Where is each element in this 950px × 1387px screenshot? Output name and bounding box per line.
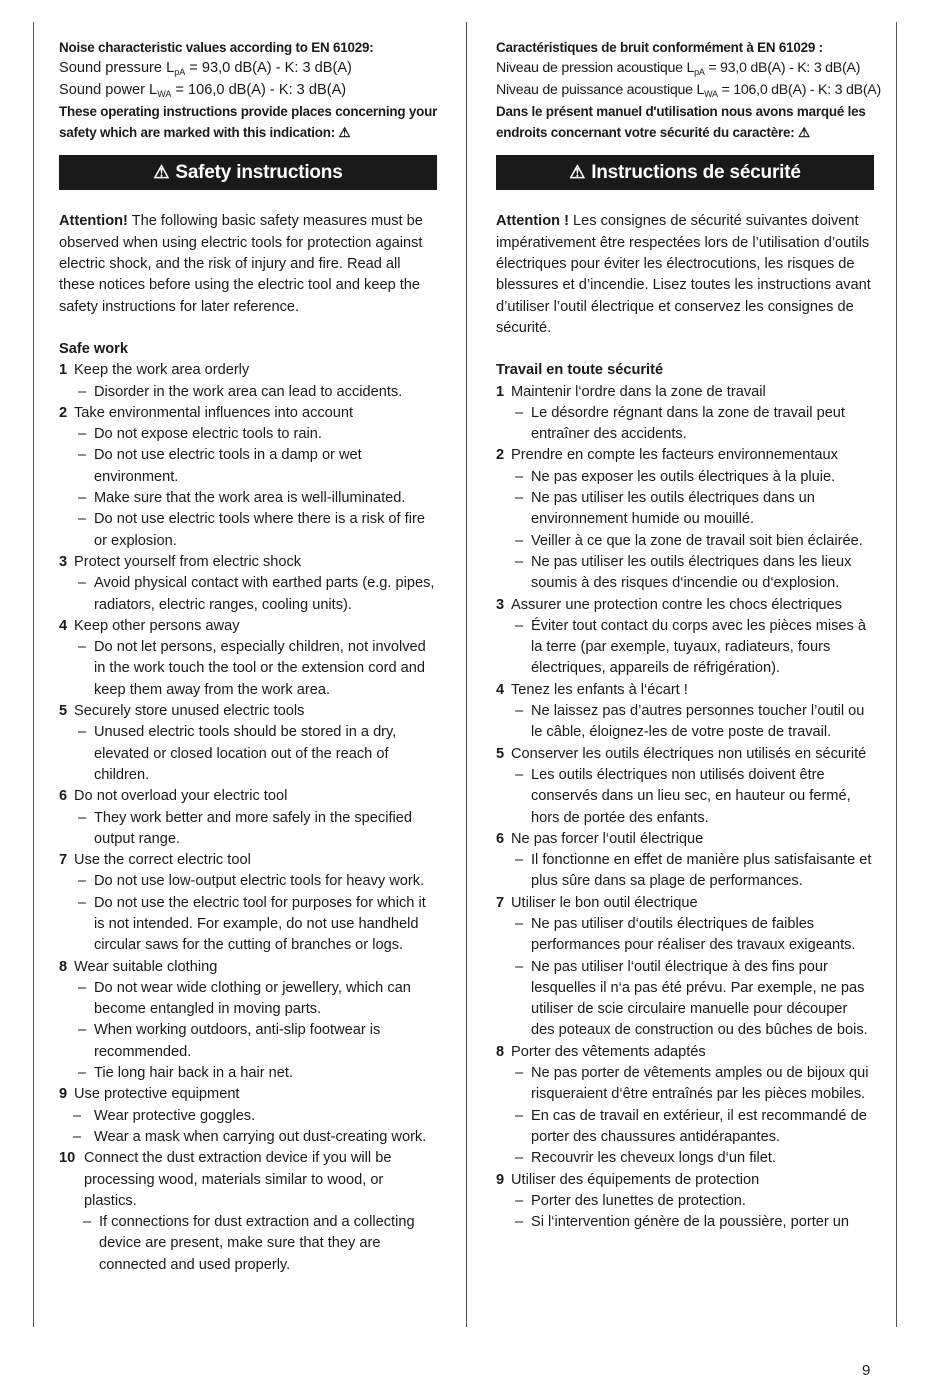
item-title: Use protective equipment (74, 1086, 240, 1103)
list-item (59, 850, 437, 871)
dash-bullet: – (78, 1065, 87, 1082)
list-item (496, 744, 874, 765)
intro-paragraph: Attention! The following basic safety measures must be observed when using electric tools for protection against electric shock, and the risk of injury and fire. Read all these notices before using the electric tool and keep the safety instructions for later reference. (59, 213, 423, 315)
item-title: Do not overload your electric tool (74, 788, 288, 805)
list-item (59, 1148, 437, 1212)
section-title: Safe work (59, 340, 128, 357)
safety-note-line-1: Dans le présent manuel d'utilisation nous avons marqué les (496, 103, 866, 119)
sub-item (59, 978, 437, 1021)
sub-item-text: Les outils électriques non utilisés doivent être conservés dans un lieu sec, en hauteur ou fermé, hors de portée des enfants. (531, 766, 851, 826)
safety-note-line-2: endroits concernant votre sécurité du caractère: ⚠ (496, 125, 810, 141)
dash-bullet: – (515, 1192, 524, 1209)
item-title: Protect yourself from electric shock (74, 553, 302, 570)
sub-item (59, 1212, 437, 1276)
list-item (496, 1170, 874, 1191)
list-item (496, 829, 874, 850)
item-title: Ne pas forcer l‘outil électrique (511, 830, 704, 847)
sub-item (496, 616, 874, 680)
dash-bullet: – (515, 958, 524, 975)
item-title: Maintenir l‘ordre dans la zone de travail (511, 383, 766, 400)
safety-instructions-banner: ⚠ Safety instructions (59, 155, 437, 190)
item-number: 1 (496, 383, 505, 400)
sub-item (59, 637, 437, 701)
sound-pressure-line: Niveau de pression acoustique $L_{pA} = 93,0$ dB(A) - K: 3 dB(A) (496, 60, 861, 78)
item-title: Tenez les enfants à l‘écart ! (511, 681, 688, 698)
safety-note-line-1: These operating instructions provide places concerning your (59, 103, 438, 119)
list-item (496, 595, 874, 616)
item-number: 6 (496, 830, 505, 847)
item-number: 5 (496, 745, 505, 762)
item-number: 6 (59, 788, 68, 805)
item-number: 9 (496, 1171, 505, 1188)
item-number: 7 (59, 852, 68, 869)
sub-item-text: Tie long hair back in a hair net. (94, 1065, 294, 1082)
item-number: 8 (59, 958, 68, 975)
sub-item-text: Ne laissez pas d’autres personnes toucher l’outil ou le câble, éloignez-les de votre poste de travail. (531, 703, 865, 741)
sub-item-text: They work better and more safely in the specified output range. (94, 809, 412, 847)
dash-bullet: – (515, 468, 524, 485)
sub-item (496, 1106, 874, 1149)
dash-bullet: – (78, 979, 87, 996)
item-title: Utiliser le bon outil électrique (511, 894, 698, 911)
list-item (496, 1042, 874, 1063)
list-item (59, 701, 437, 722)
section-title: Travail en toute sécurité (496, 362, 664, 379)
item-number: 2 (496, 447, 505, 464)
sub-item (496, 765, 874, 829)
warning-triangle-icon: ⚠ (338, 125, 351, 141)
item-title: Keep the work area orderly (74, 362, 250, 379)
dash-bullet: – (515, 766, 524, 783)
sub-item-text: Le désordre régnant dans la zone de travail peut entraîner des accidents. (531, 404, 845, 443)
sub-item-text: Ne pas utiliser les outils électriques dans un environnement humide ou mouillé. (531, 490, 815, 528)
list-item (496, 445, 874, 466)
sub-item-text: Si l‘intervention génère de la poussière, porter un (531, 1214, 850, 1231)
noise-heading: Caractéristiques de bruit conformément à EN 61029 : (496, 40, 823, 55)
sub-item (496, 467, 874, 488)
english-column (59, 37, 437, 1276)
safety-instructions-banner: ⚠ Instructions de sécurité (496, 155, 874, 190)
list-item (59, 957, 437, 978)
left-margin-rule (33, 22, 34, 1327)
item-title: Keep other persons away (74, 617, 240, 634)
sub-item-text: Unused electric tools should be stored in a dry, elevated or closed location out of the reach of children. (94, 724, 397, 783)
sound-power-line: Niveau de puissance acoustique $L_{WA} = 106,0$ dB(A) - K: 3 dB(A) (496, 81, 881, 99)
sub-item (59, 1063, 437, 1084)
center-column-rule (466, 22, 467, 1327)
dash-bullet: – (515, 490, 524, 507)
sub-item-text: Recouvrir les cheveux longs d‘un filet. (531, 1150, 776, 1167)
sub-item-text: Porter des lunettes de protection. (531, 1192, 746, 1209)
sub-item (59, 808, 437, 851)
item-number: 10 (59, 1150, 76, 1167)
list-item (59, 616, 437, 637)
item-title: Connect the dust extraction device if you will be processing wood, materials similar to wood, or plastics. (84, 1150, 392, 1209)
item-title: Assurer une protection contre les chocs électriques (511, 596, 842, 613)
sub-item (496, 1212, 874, 1233)
item-number: 2 (59, 404, 68, 421)
sound-power-line: Sound power $L_{WA} = 106,0$ dB(A) - K: 3 dB(A) (59, 81, 347, 99)
sub-item (59, 893, 437, 957)
sound-pressure-line: Sound pressure $L_{pA} = 93,0$ dB(A) - K: 3 dB(A) (59, 60, 352, 78)
dash-bullet: – (515, 553, 524, 570)
sub-item (59, 871, 437, 892)
dash-bullet: – (78, 873, 87, 890)
sub-item (59, 445, 437, 488)
list-item (496, 382, 874, 403)
safety-note-line-2: safety which are marked with this indication: ⚠ (59, 125, 351, 141)
sub-item-text: Éviter tout contact du corps avec les pièces mises à la terre (par exemple, tuyaux, radiateurs, fours électriques, appareils de réfrigération). (531, 617, 867, 677)
page-number: 9 (862, 1362, 871, 1379)
sub-item (496, 1063, 874, 1106)
sub-item (59, 509, 437, 552)
item-number: 3 (59, 553, 68, 570)
dash-bullet: – (515, 1107, 524, 1124)
sub-item-text: Wear a mask when carrying out dust-creating work. (94, 1128, 427, 1145)
dash-bullet: – (83, 1214, 92, 1231)
dash-bullet: – (78, 724, 87, 741)
dash-bullet: – (515, 852, 524, 869)
item-title: Prendre en compte les facteurs environnementaux (511, 447, 838, 464)
warning-triangle-icon: ⚠ (798, 125, 810, 141)
dash-bullet: – (78, 426, 87, 443)
item-title: Conserver les outils électriques non utilisés en sécurité (511, 745, 867, 762)
list-item (59, 1084, 437, 1105)
dash-bullet: – (515, 1150, 524, 1167)
sub-item (496, 914, 874, 957)
warning-triangle-icon: ⚠ (153, 162, 170, 183)
dash-bullet: – (515, 617, 524, 634)
right-margin-rule (896, 22, 897, 1327)
item-title: Use the correct electric tool (74, 852, 251, 869)
sub-item (496, 701, 874, 744)
sub-item-text: Disorder in the work area can lead to accidents. (94, 383, 403, 400)
sub-item (59, 573, 437, 616)
item-title: Securely store unused electric tools (74, 703, 305, 720)
item-number: 4 (59, 617, 68, 634)
dash-bullet: – (78, 894, 87, 911)
dash-bullet: – (78, 809, 87, 826)
dash-bullet: – (515, 915, 524, 932)
sub-item-text: En cas de travail en extérieur, il est recommandé de porter des chaussures antidérapantes. (531, 1107, 867, 1145)
dash-bullet: – (78, 575, 87, 592)
sub-item (59, 722, 437, 786)
sub-item-text: Ne pas utiliser les outils électriques dans les lieux soumis à des risques d‘incendie ou d‘explosion. (531, 553, 852, 592)
sub-item-text: Ne pas utiliser d‘outils électriques de faibles performances pour réaliser des travaux exigeants. (531, 915, 856, 954)
sub-item-text: Il fonctionne en effet de manière plus satisfaisante et plus sûre dans sa plage de performances. (531, 852, 872, 890)
noise-heading: Noise characteristic values according to EN 61029: (59, 40, 374, 55)
safety-list (496, 382, 874, 1234)
sub-item-text: Avoid physical contact with earthed parts (e.g. pipes, radiators, electric ranges, cooling units). (94, 575, 435, 613)
sub-item-text: Do not use electric tools in a damp or wet environment. (94, 447, 362, 485)
sub-item (496, 850, 874, 893)
dash-bullet: – (73, 1128, 82, 1145)
sub-item (59, 382, 437, 403)
sub-item-text: Do not wear wide clothing or jewellery, which can become entangled in moving parts. (94, 979, 411, 1018)
item-number: 7 (496, 894, 505, 911)
sub-item (496, 403, 874, 446)
item-number: 5 (59, 703, 68, 720)
sub-item-text: If connections for dust extraction and a collecting device are present, make sure that they are connected and used properly. (99, 1214, 415, 1273)
dash-bullet: – (78, 447, 87, 464)
item-number: 3 (496, 596, 505, 613)
item-number: 1 (59, 362, 68, 379)
sub-item-text: Do not use low-output electric tools for heavy work. (94, 873, 425, 890)
dash-bullet: – (78, 490, 87, 507)
dash-bullet: – (515, 703, 524, 720)
sub-item (496, 957, 874, 1042)
dash-bullet: – (515, 532, 524, 549)
item-title: Utiliser des équipements de protection (511, 1171, 760, 1188)
sub-item (496, 1148, 874, 1169)
list-item (59, 786, 437, 807)
sub-item-text: Make sure that the work area is well-illuminated. (94, 490, 406, 507)
list-item (59, 360, 437, 381)
sub-item-text: Ne pas exposer les outils électriques à la pluie. (531, 468, 836, 485)
item-number: 4 (496, 681, 505, 698)
dash-bullet: – (73, 1107, 82, 1124)
sub-item-text: When working outdoors, anti-slip footwear is recommended. (94, 1022, 381, 1060)
sub-item-text: Veiller à ce que la zone de travail soit bien éclairée. (531, 532, 863, 549)
item-title: Wear suitable clothing (74, 958, 218, 975)
sub-item (496, 552, 874, 595)
sub-item (496, 531, 874, 552)
list-item (496, 680, 874, 701)
dash-bullet: – (78, 1022, 87, 1039)
intro-paragraph: Attention ! Les consignes de sécurité suivantes doivent impérativement être respectées lors de l’utilisation d’outils électriques pour éviter les électrocutions, les risques de blessures et d’incendie. Lisez toutes les instructions avant d’utiliser l’outil électrique et conservez les consignes de sécurité. (496, 213, 871, 336)
sub-item (496, 488, 874, 531)
sub-item-text: Do not let persons, especially children, not involved in the work touch the tool or the extension cord and keep them away from the work area. (94, 639, 426, 698)
sub-item (59, 1106, 437, 1127)
dash-bullet: – (515, 1065, 524, 1082)
sub-item (59, 488, 437, 509)
dash-bullet: – (78, 639, 87, 656)
dash-bullet: – (515, 1214, 524, 1231)
item-title: Porter des vêtements adaptés (511, 1043, 706, 1060)
sub-item-text: Ne pas utiliser l‘outil électrique à des fins pour lesquelles il n‘a pas été prévu. Par exemple, ne pas utiliser de scie circulaire manuelle pour découper des poteaux de construction ou des bûches de bois. (531, 958, 868, 1039)
list-item (59, 552, 437, 573)
french-column (496, 37, 881, 1233)
sub-item (496, 1191, 874, 1212)
sub-item-text: Ne pas porter de vêtements amples ou de bijoux qui risqueraient d‘être entraînés par les pièces mobiles. (531, 1065, 869, 1103)
sub-item-text: Do not use the electric tool for purposes for which it is not intended. For example, do not use handheld circular saws for the cutting of branches or logs. (94, 894, 426, 954)
item-title: Take environmental influences into account (74, 404, 354, 421)
dash-bullet: – (78, 511, 87, 528)
item-number: 8 (496, 1043, 505, 1060)
sub-item (59, 1020, 437, 1063)
dash-bullet: – (78, 383, 87, 400)
list-item (496, 893, 874, 914)
sub-item (59, 1127, 437, 1148)
warning-triangle-icon: ⚠ (569, 162, 586, 183)
list-item (59, 403, 437, 424)
sub-item (59, 424, 437, 445)
sub-item-text: Wear protective goggles. (94, 1107, 256, 1124)
safety-list (59, 360, 437, 1276)
sub-item-text: Do not expose electric tools to rain. (94, 426, 322, 443)
item-number: 9 (59, 1086, 68, 1103)
sub-item-text: Do not use electric tools where there is a risk of fire or explosion. (94, 511, 425, 549)
dash-bullet: – (515, 404, 524, 421)
